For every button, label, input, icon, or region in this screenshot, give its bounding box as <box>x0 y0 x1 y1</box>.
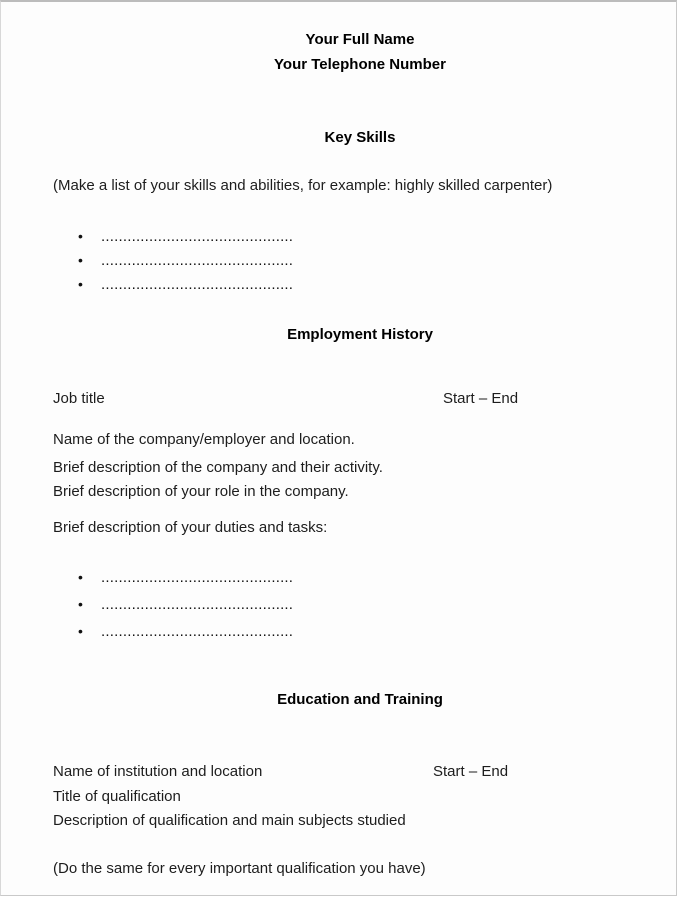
skills-placeholder-line: ............................................ <box>101 252 294 269</box>
full-name-heading: Your Full Name <box>305 31 415 48</box>
education-note: (Do the same for every important qualification you have) <box>53 860 426 877</box>
bullet-icon: • <box>78 623 83 639</box>
duties-label: Brief description of your duties and tasks: <box>53 519 328 536</box>
qualification-description-line: Description of qualification and main subjects studied <box>53 812 406 829</box>
company-line: Name of the company/employer and location. <box>53 431 355 448</box>
bullet-icon: • <box>78 596 83 612</box>
duties-bullet-1 <box>78 568 293 587</box>
institution-label: Name of institution and location <box>53 763 263 780</box>
job-title-label: Job title <box>53 390 105 407</box>
bullet-icon: • <box>78 252 83 268</box>
role-line: Brief description of your role in the company. <box>53 483 349 500</box>
employment-title-row <box>53 390 667 408</box>
duties-placeholder-line: ............................................ <box>101 596 294 613</box>
key-skills-bullet-2 <box>78 251 293 270</box>
key-skills-bullet-3 <box>78 275 293 294</box>
skills-placeholder-line: ............................................ <box>101 276 294 293</box>
education-training-heading: Education and Training <box>277 691 443 708</box>
telephone-heading: Your Telephone Number <box>274 56 446 73</box>
qualification-title-line: Title of qualification <box>53 788 181 805</box>
key-skills-bullet-1 <box>78 227 293 246</box>
skills-placeholder-line: ............................................ <box>101 228 294 245</box>
bullet-icon: • <box>78 276 83 292</box>
education-date-range: Start – End <box>433 763 509 780</box>
duties-placeholder-line: ............................................ <box>101 623 294 640</box>
bullet-icon: • <box>78 228 83 244</box>
duties-bullet-2 <box>78 595 293 614</box>
key-skills-heading: Key Skills <box>324 129 396 146</box>
employment-history-heading: Employment History <box>287 326 433 343</box>
education-title-row <box>53 763 667 781</box>
key-skills-note: (Make a list of your skills and abilities, for example: highly skilled carpenter) <box>53 177 553 194</box>
duties-placeholder-line: ............................................ <box>101 569 294 586</box>
company-activity-line: Brief description of the company and their activity. <box>53 459 383 476</box>
bullet-icon: • <box>78 569 83 585</box>
employment-date-range: Start – End <box>443 390 519 407</box>
duties-bullet-3 <box>78 622 293 641</box>
